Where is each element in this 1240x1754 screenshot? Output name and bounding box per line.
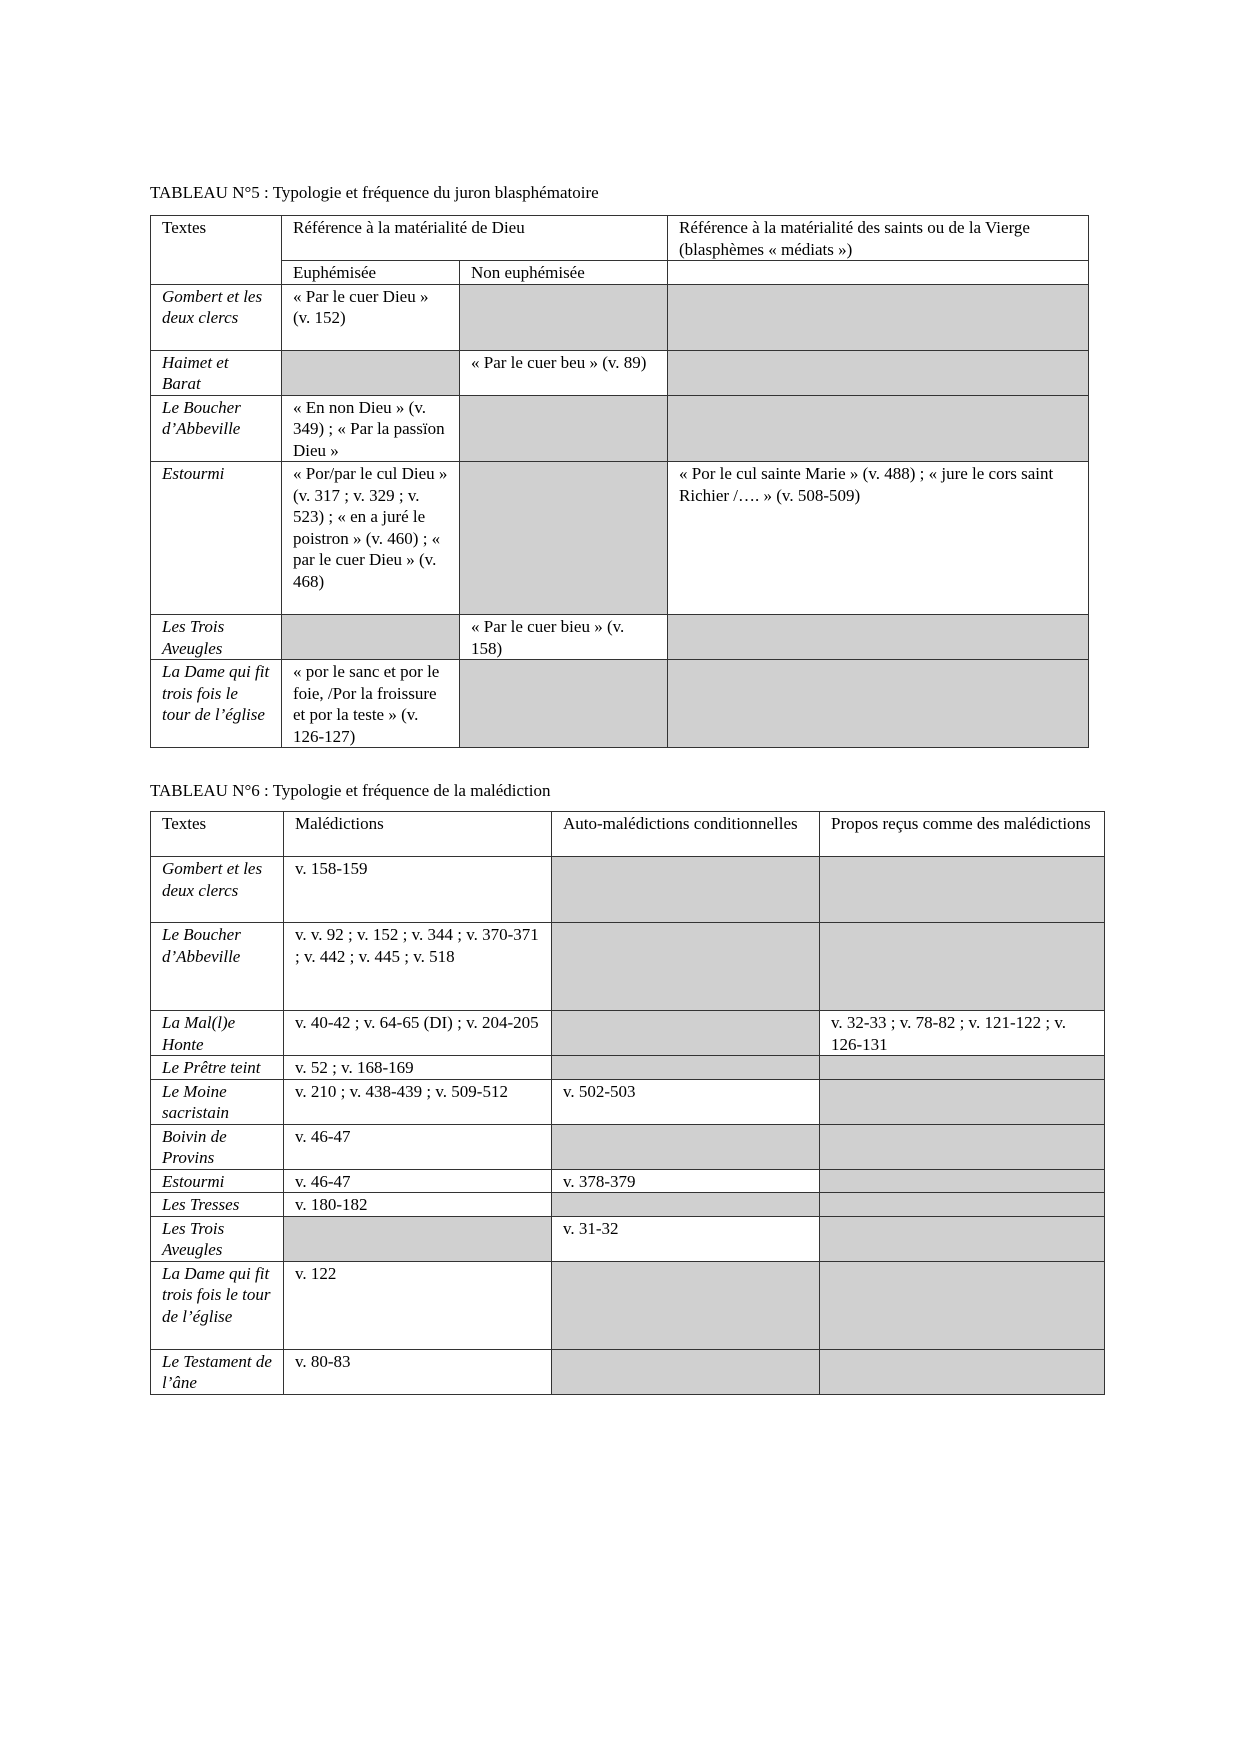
cell-empty (282, 615, 460, 660)
table-row (151, 660, 1089, 748)
cell-empty (820, 857, 1105, 923)
cell-saints: « Por le cul sainte Marie » (v. 488) ; « jure le cors saint Richier /…. » (v. 508-509) (668, 462, 1089, 615)
table-row (151, 1261, 1105, 1349)
cell-empty (820, 1193, 1105, 1217)
cell-empty (460, 462, 668, 615)
row-texte: La Mal(l)e Honte (151, 1011, 284, 1056)
cell-maledictions: v. 40-42 ; v. 64-65 (DI) ; v. 204-205 (284, 1011, 552, 1056)
table-row (151, 1079, 1105, 1124)
cell-empty (820, 1261, 1105, 1349)
cell-propos: v. 32-33 ; v. 78-82 ; v. 121-122 ; v. 126-131 (820, 1011, 1105, 1056)
row-texte: Gombert et les deux clercs (151, 857, 284, 923)
row-texte: Les Trois Aveugles (151, 615, 282, 660)
cell-empty (668, 284, 1089, 350)
row-texte: Boivin de Provins (151, 1124, 284, 1169)
table-row (151, 1011, 1105, 1056)
cell-auto-maledictions: v. 31-32 (552, 1216, 820, 1261)
cell-empty (820, 1056, 1105, 1080)
table-row (151, 284, 1089, 350)
cell-empty (552, 1056, 820, 1080)
table-row (151, 857, 1105, 923)
cell-maledictions: v. 46-47 (284, 1169, 552, 1193)
row-texte: Haimet et Barat (151, 350, 282, 395)
cell-empty (552, 1193, 820, 1217)
cell-non-euphemisee: « Par le cuer bieu » (v. 158) (460, 615, 668, 660)
cell-maledictions: v. 80-83 (284, 1349, 552, 1394)
cell-maledictions: v. 210 ; v. 438-439 ; v. 509-512 (284, 1079, 552, 1124)
cell-empty (552, 1349, 820, 1394)
row-texte: Le Boucher d’Abbeville (151, 395, 282, 462)
table-row (151, 1124, 1105, 1169)
cell-euphemisee: « Par le cuer Dieu » (v. 152) (282, 284, 460, 350)
cell-empty (552, 923, 820, 1011)
table-row (151, 1216, 1105, 1261)
cell-empty (282, 350, 460, 395)
row-texte: Les Trois Aveugles (151, 1216, 284, 1261)
header-propos: Propos reçus comme des malédictions (820, 812, 1105, 857)
cell-empty (460, 660, 668, 748)
cell-empty (668, 660, 1089, 748)
tableau5-table (150, 215, 1089, 748)
table-row (151, 1349, 1105, 1394)
table-row (151, 615, 1089, 660)
row-texte: Le Boucher d’Abbeville (151, 923, 284, 1011)
cell-empty (668, 615, 1089, 660)
cell-maledictions: v. 158-159 (284, 857, 552, 923)
header-textes: Textes (151, 812, 284, 857)
cell-maledictions: v. 52 ; v. 168-169 (284, 1056, 552, 1080)
cell-empty (552, 1261, 820, 1349)
cell-maledictions: v. 180-182 (284, 1193, 552, 1217)
cell-empty (284, 1216, 552, 1261)
row-texte: La Dame qui fit trois fois le tour de l’église (151, 1261, 284, 1349)
tableau6-caption: TABLEAU N°6 : Typologie et fréquence de la malédiction (150, 781, 551, 800)
cell-euphemisee: « En non Dieu » (v. 349) ; « Par la passïon Dieu » (282, 395, 460, 462)
cell-maledictions: v. v. 92 ; v. 152 ; v. 344 ; v. 370-371 ; v. 442 ; v. 445 ; v. 518 (284, 923, 552, 1011)
cell-euphemisee: « Por/par le cul Dieu » (v. 317 ; v. 329 ; v. 523) ; « en a juré le poistron » (v. 460) ; « par le cuer Dieu » (v. 468) (282, 462, 460, 615)
cell-auto-maledictions: v. 502-503 (552, 1079, 820, 1124)
row-texte: Estourmi (151, 462, 282, 615)
table-row (151, 923, 1105, 1011)
row-texte: Estourmi (151, 1169, 284, 1193)
row-texte: Le Moine sacristain (151, 1079, 284, 1124)
cell-maledictions: v. 122 (284, 1261, 552, 1349)
header-saints: Référence à la matérialité des saints ou de la Vierge (blasphèmes « médiats ») (668, 216, 1089, 261)
cell-empty (820, 1169, 1105, 1193)
header-textes: Textes (151, 216, 282, 285)
cell-auto-maledictions: v. 378-379 (552, 1169, 820, 1193)
tableau5-caption: TABLEAU N°5 : Typologie et fréquence du juron blasphématoire (150, 183, 599, 202)
row-texte: Le Prêtre teint (151, 1056, 284, 1080)
cell-empty (820, 1079, 1105, 1124)
table-row (151, 1056, 1105, 1080)
cell-empty (668, 350, 1089, 395)
cell-empty (552, 1124, 820, 1169)
table-row (151, 462, 1089, 615)
cell-empty (552, 1011, 820, 1056)
header-dieu: Référence à la matérialité de Dieu (282, 216, 668, 261)
cell-euphemisee: « por le sanc et por le foie, /Por la froissure et por la teste » (v. 126-127) (282, 660, 460, 748)
cell-non-euphemisee: « Par le cuer beu » (v. 89) (460, 350, 668, 395)
cell-empty (820, 1124, 1105, 1169)
header-empty (668, 261, 1089, 285)
cell-empty (820, 923, 1105, 1011)
row-texte: Les Tresses (151, 1193, 284, 1217)
cell-empty (820, 1216, 1105, 1261)
row-texte: La Dame qui fit trois fois le tour de l’église (151, 660, 282, 748)
cell-empty (552, 857, 820, 923)
header-maledictions: Malédictions (284, 812, 552, 857)
cell-empty (820, 1349, 1105, 1394)
row-texte: Le Testament de l’âne (151, 1349, 284, 1394)
table-row (151, 1169, 1105, 1193)
cell-maledictions: v. 46-47 (284, 1124, 552, 1169)
cell-empty (460, 395, 668, 462)
cell-empty (668, 395, 1089, 462)
header-auto-maledictions: Auto-malédictions conditionnelles (552, 812, 820, 857)
header-euphemisee: Euphémisée (282, 261, 460, 285)
header-non-euphemisee: Non euphémisée (460, 261, 668, 285)
cell-empty (460, 284, 668, 350)
table-row (151, 395, 1089, 462)
table-row (151, 350, 1089, 395)
tableau6-table (150, 811, 1105, 1395)
row-texte: Gombert et les deux clercs (151, 284, 282, 350)
table-row (151, 1193, 1105, 1217)
